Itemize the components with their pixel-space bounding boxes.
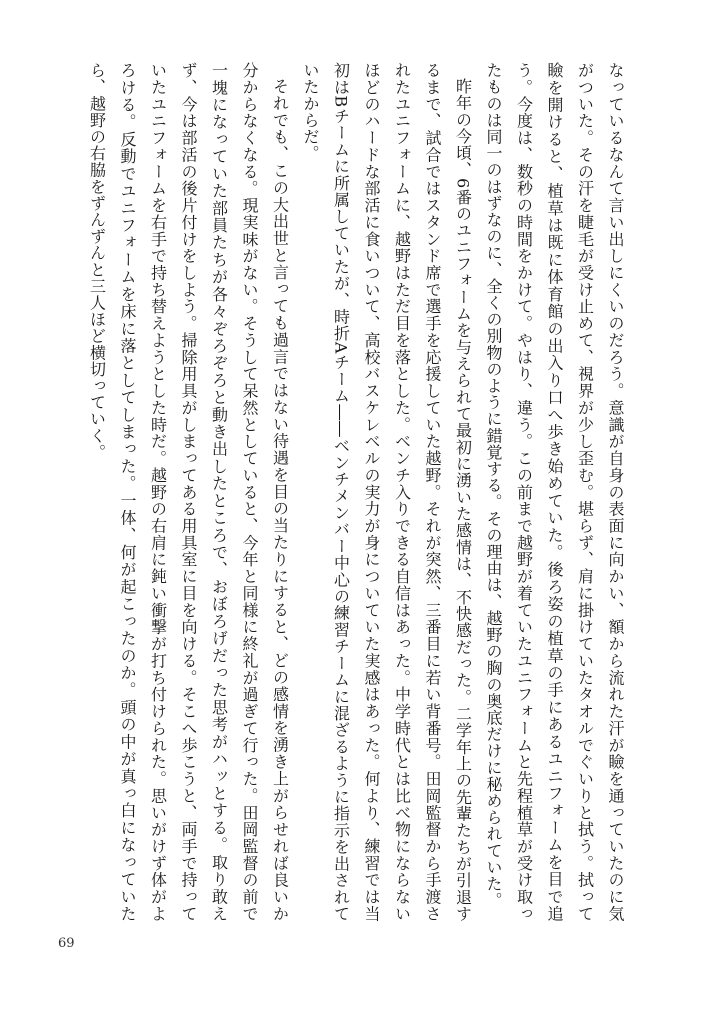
paragraph-1: なっているなんて言い出しにくいのだろう。意識が自身の表面に向かい、額から流れた汗が瞼を通っていたのに気がついた。その汗を睫毛が受け止めて、視界が少し歪む。堪らず、肩に掛けていたタオルでぐいりと拭う。拭って瞼を開けると、植草は既に体育館の出入り口へ歩き始めていた。後ろ姿の植草の手にあるユニフォームを目で追う。今度は、数秒の時間をかけて。やはり、違う。この前まで越野が着ていたユニフォームと先程植草が受け取ったものは同一のはずなのに、全くの別物のように錯覚する。その理由は、越野の胸の奥底だけに秘められていた。 [484,62,625,922]
paragraph-2: 昨年の今頃、6番のユニフォームを与えられて最初に湧いた感情は、不快感だった。二学年上の先輩たちが引退するまで、試合ではスタンド席で選手を応援していた越野。それが突然、三番目に若い背番号。田岡監督から手渡されたユニフォームに、越野はただ目を落とした。ベンチ入りできる自信はあった。中学時代とは比べ物にならないほどのハードな部活に食いついて、高校バスケレベルの実力が身についていた実感はあった。何より、練習では当初はBチームに所属していたが、時折Aチーム――ベンチメンバー中心の練習チームに混ざるように指示を出されていたからだ。 [301,62,473,922]
paragraph-3: それでも、この大出世と言っても過言ではない待遇を目の当たりにすると、どの感情を湧き上がらせれば良いか分からなくなる。現実味がない。そうして呆然としていると、今年と同様に終礼が過ぎて行った。田岡監督の前で一塊になっていた部員たちが各々ぞろぞろと動き出したところで、おぼろげだった思考がハッとする。取り敢えず、今は部活の後片付けをしよう。掃除用具がしまってある用具室に目を向ける。そこへ歩こうと、両手で持っていたユニフォームを右手で持ち替えようとした時だ。越野の右肩に鈍い衝撃が打ち付けられた。思いがけず体がよろける。反動でユニフォームを床に落としてしまった。一体、何が起こったのか。頭の中が真っ白になっていたら、越野の右脇をずんずんと三人ほど横切っていく。 [87,62,290,922]
page-number: 69 [58,936,75,951]
vertical-text-body [70,62,630,922]
